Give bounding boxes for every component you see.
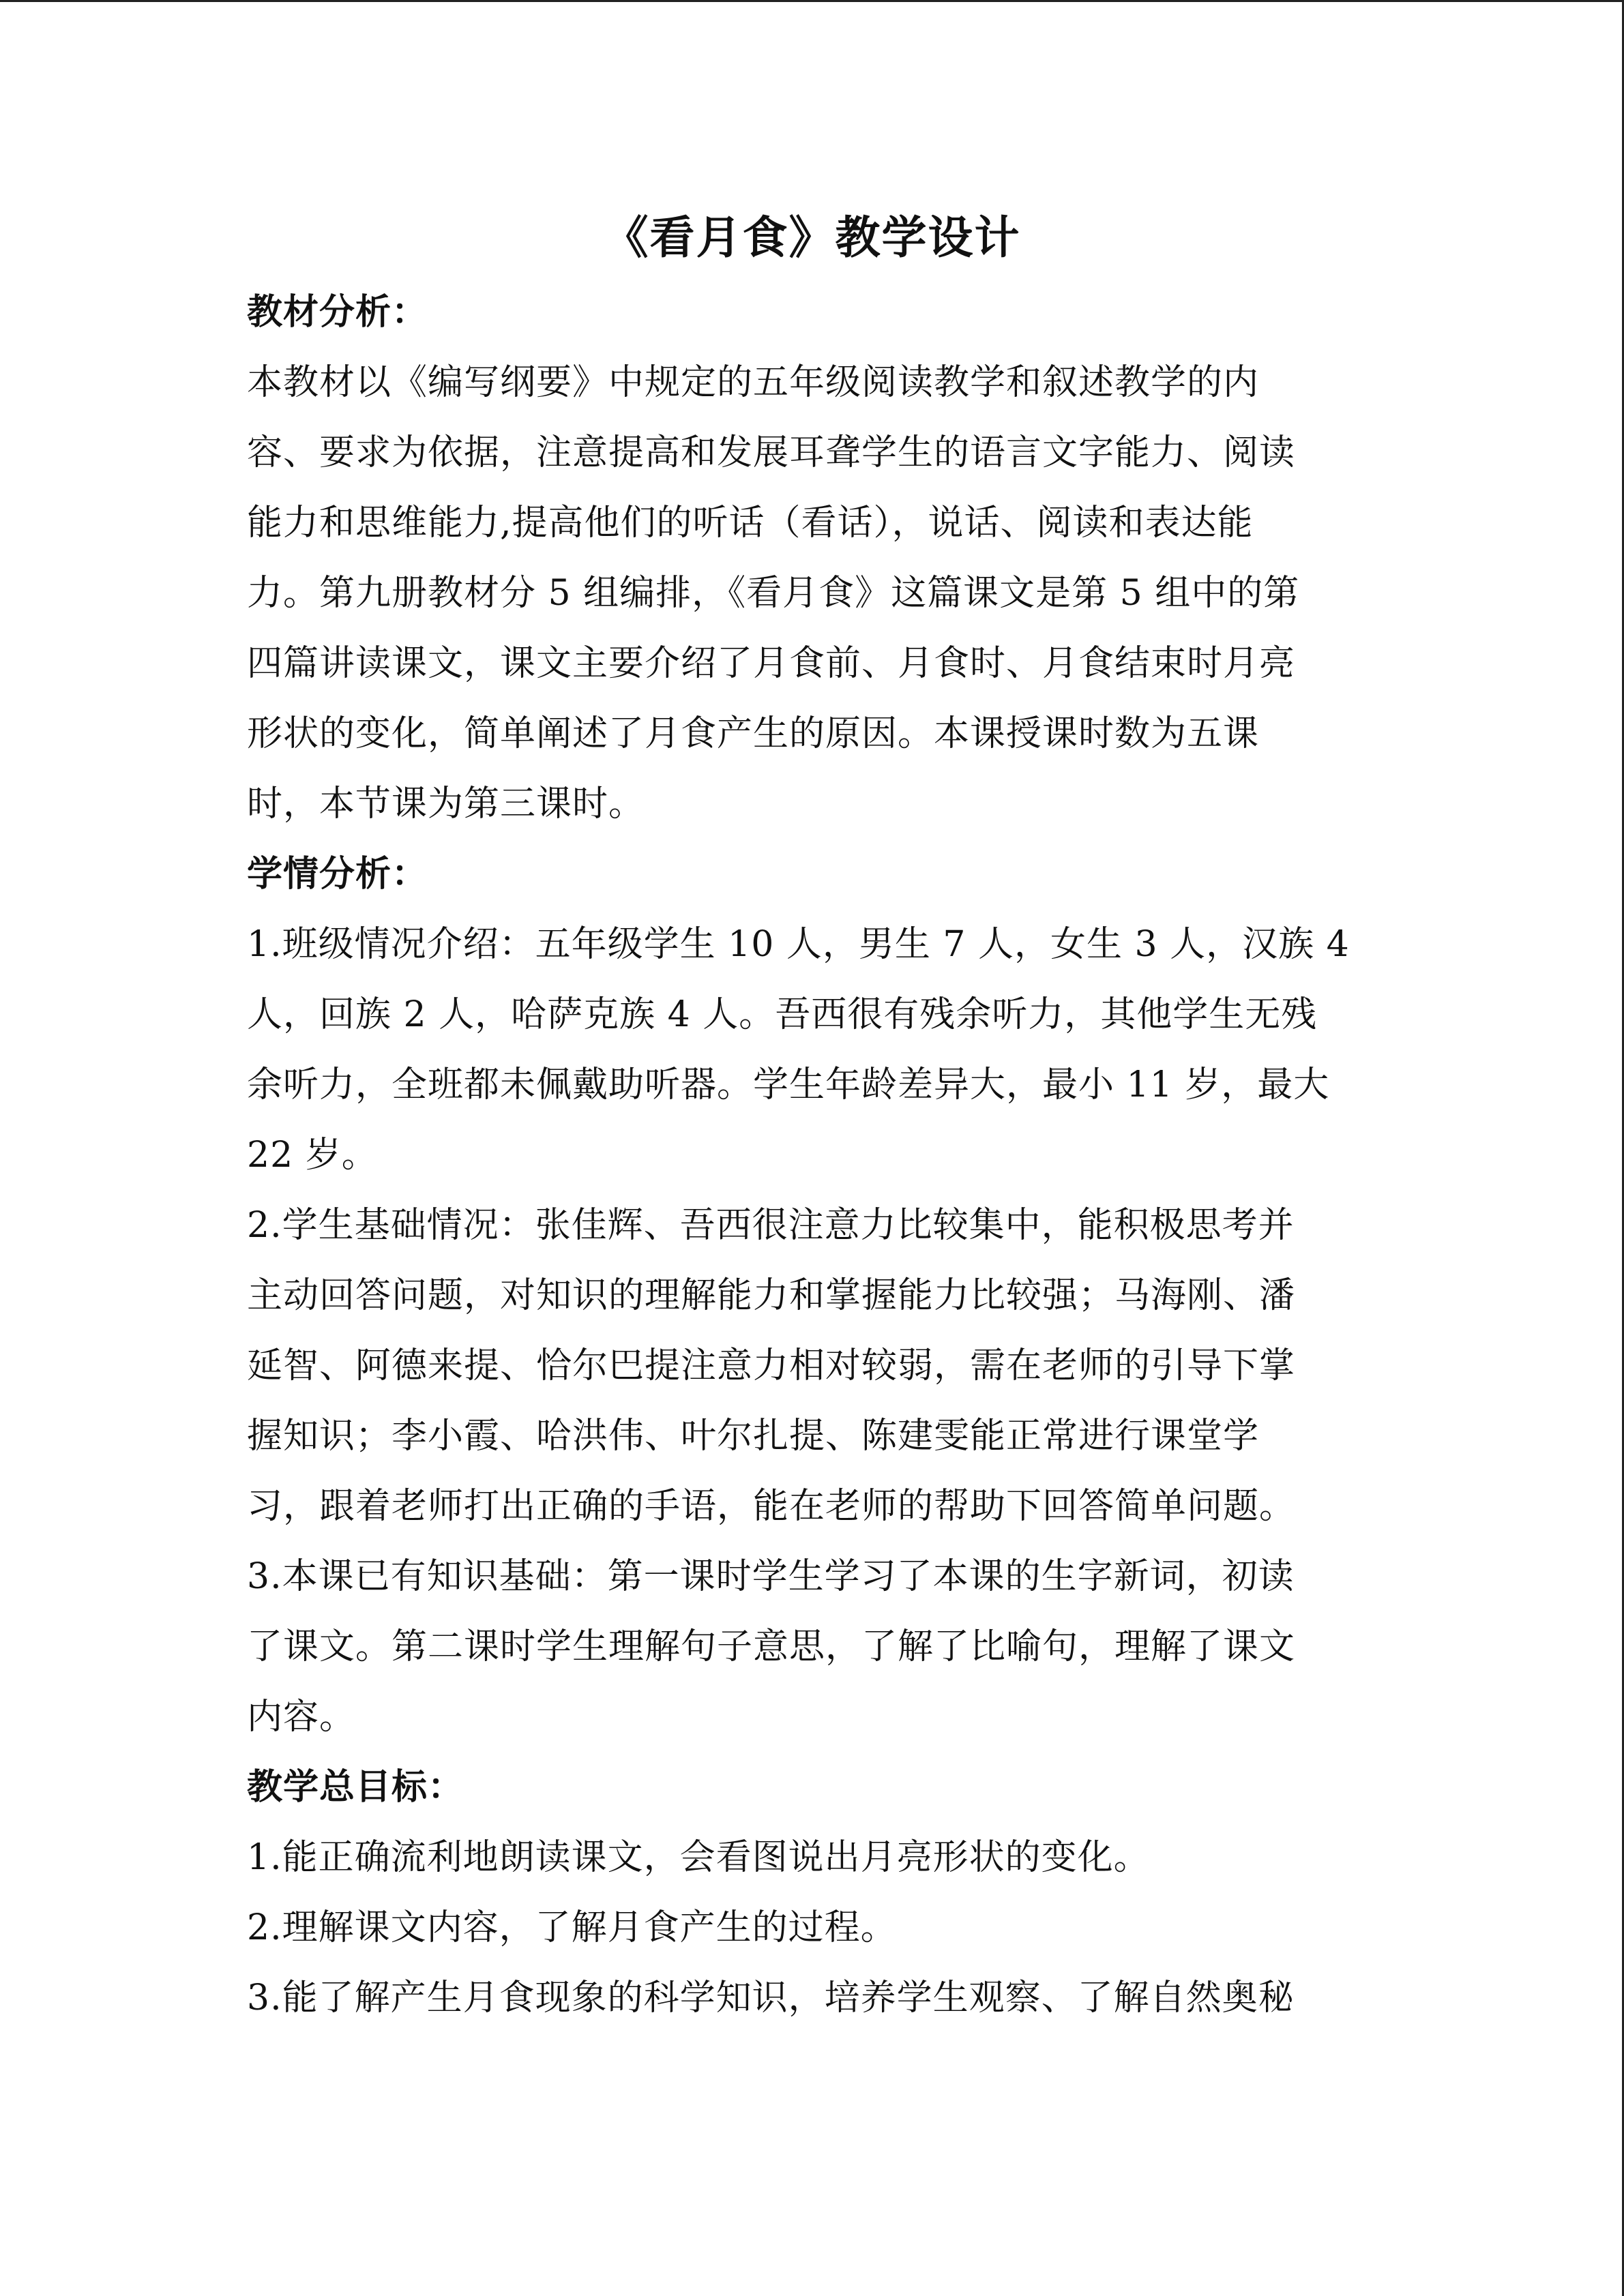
paragraph-line: 习，跟着老师打出正确的手语，能在老师的帮助下回答简单问题。 (247, 1486, 1296, 1527)
paragraph-line: 人，回族 2 人，哈萨克族 4 人。吾西很有残余听力，其他学生无残 (247, 994, 1318, 1035)
section-heading-student-analysis: 学情分析： (247, 853, 428, 895)
paragraph-line: 形状的变化，简单阐述了月食产生的原因。本课授课时数为五课 (247, 713, 1260, 754)
paragraph-line: 本教材以《编写纲要》中规定的五年级阅读教学和叙述教学的内 (247, 362, 1260, 403)
paragraph-line: 1.能正确流利地朗读课文，会看图说出月亮形状的变化。 (247, 1837, 1150, 1878)
paragraph-line: 四篇讲读课文，课文主要介绍了月食前、月食时、月食结束时月亮 (247, 643, 1296, 684)
paragraph-line: 能力和思维能力,提高他们的听话（看话），说话、阅读和表达能 (247, 503, 1254, 543)
page-top-border (0, 0, 1624, 2)
paragraph-line: 力。第九册教材分 5 组编排，《看月食》这篇课文是第 5 组中的第 (247, 573, 1300, 614)
section-heading-teaching-goals: 教学总目标： (247, 1766, 464, 1808)
paragraph-line: 3.本课已有知识基础：第一课时学生学习了本课的生字新词，初读 (247, 1556, 1295, 1597)
paragraph-line: 1.班级情况介绍：五年级学生 10 人，男生 7 人，女生 3 人，汉族 4 (247, 924, 1350, 965)
paragraph-line: 2.学生基础情况：张佳辉、吾西很注意力比较集中，能积极思考并 (247, 1205, 1295, 1246)
paragraph-line: 余听力，全班都未佩戴助听器。学生年龄差异大，最小 11 岁，最大 (247, 1064, 1330, 1105)
paragraph-line: 2.理解课文内容，了解月食产生的过程。 (247, 1907, 897, 1948)
section-heading-material-analysis: 教材分析： (247, 291, 428, 333)
paragraph-line: 握知识；李小霞、哈洪伟、叶尔扎提、陈建雯能正常进行课堂学 (247, 1416, 1260, 1457)
paragraph-line: 了课文。第二课时学生理解句子意思，了解了比喻句，理解了课文 (247, 1626, 1296, 1667)
paragraph-line: 主动回答问题，对知识的理解能力和掌握能力比较强；马海刚、潘 (247, 1275, 1296, 1316)
paragraph-line: 时，本节课为第三课时。 (247, 784, 645, 824)
paragraph-line: 22 岁。 (247, 1135, 378, 1176)
paragraph-line: 3.能了解产生月食现象的科学知识，培养学生观察、了解自然奥秘 (247, 1978, 1295, 2018)
paragraph-line: 内容。 (247, 1697, 356, 1738)
paragraph-line: 容、要求为依据，注意提高和发展耳聋学生的语言文字能力、阅读 (247, 432, 1296, 473)
paragraph-line: 延智、阿德来提、恰尔巴提注意力相对较弱，需在老师的引导下掌 (247, 1345, 1296, 1386)
document-title: 《看月食》教学设计 (603, 211, 1021, 264)
